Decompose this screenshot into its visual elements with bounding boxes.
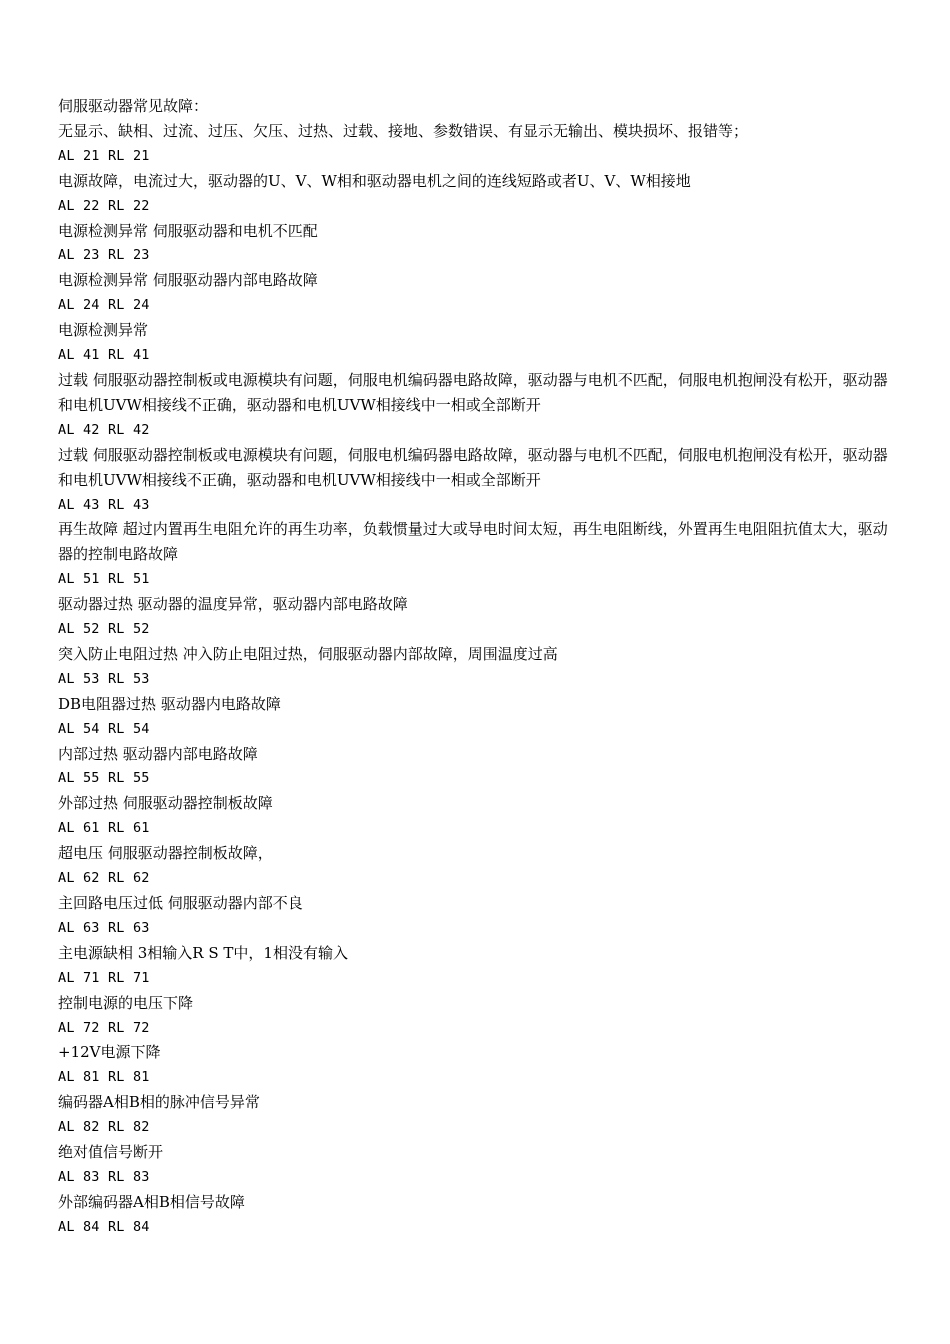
fault-description: +12V电源下降 — [58, 1043, 161, 1062]
fault-description: 主回路电压过低 伺服驱动器内部不良 — [58, 894, 303, 912]
fault-code: AL 63 RL 63 — [58, 919, 150, 936]
fault-description: 电源检测异常 伺服驱动器和电机不匹配 — [58, 221, 318, 240]
fault-description: 电源检测异常 — [58, 321, 149, 340]
fault-description: 控制电源的电压下降 — [58, 993, 194, 1012]
fault-code: AL 24 RL 24 — [58, 297, 150, 314]
document-body — [58, 94, 900, 1240]
fault-code: AL 72 RL 72 — [58, 1019, 150, 1036]
fault-description: 过载 伺服驱动器控制板或电源模块有问题，伺服电机编码器电路故障，驱动器与电机不匹配，伺服电机抱闸没有松开，驱动器和电机UVW相接线不正确，驱动器和电机UVW相接线中一相或全部断开 — [58, 445, 888, 489]
document-title: 伺服驱动器常见故障： — [58, 97, 209, 115]
document-summary: 无显示、缺相、过流、过压、欠压、过热、过载、接地、参数错误、有显示无输出、模块损坏、报错等； — [58, 121, 749, 140]
fault-code: AL 43 RL 43 — [58, 496, 150, 513]
fault-code: AL 52 RL 52 — [58, 621, 150, 638]
fault-description: 再生故障 超过内置再生电阻允许的再生功率，负载惯量过大或导电时间太短，再生电阻断线，外置再生电阻阻抗值太大，驱动器的控制电路故障 — [58, 520, 888, 564]
fault-code: AL 71 RL 71 — [58, 969, 150, 986]
fault-code: AL 54 RL 54 — [58, 720, 150, 737]
fault-code: AL 84 RL 84 — [58, 1218, 150, 1235]
fault-description: DB电阻器过热 驱动器内电路故障 — [58, 694, 281, 713]
fault-description: 内部过热 驱动器内部电路故障 — [58, 744, 258, 763]
fault-code: AL 21 RL 21 — [58, 147, 150, 164]
fault-code: AL 82 RL 82 — [58, 1119, 150, 1136]
fault-code: AL 41 RL 41 — [58, 347, 150, 364]
fault-code: AL 55 RL 55 — [58, 770, 150, 787]
fault-code: AL 22 RL 22 — [58, 197, 150, 214]
fault-description: 电源故障，电流过大，驱动器的U、V、W相和驱动器电机之间的连线短路或者U、V、W相接地 — [58, 171, 691, 190]
fault-description: 主电源缺相 3相输入R S T中，1相没有输入 — [58, 943, 348, 962]
fault-code: AL 61 RL 61 — [58, 820, 150, 837]
fault-code: AL 51 RL 51 — [58, 571, 150, 588]
fault-description: 电源检测异常 伺服驱动器内部电路故障 — [58, 271, 318, 290]
fault-description: 突入防止电阻过热 冲入防止电阻过热，伺服驱动器内部故障，周围温度过高 — [58, 644, 558, 663]
fault-description: 超电压 伺服驱动器控制板故障， — [58, 844, 273, 863]
fault-list — [58, 144, 900, 1240]
fault-description: 绝对值信号断开 — [58, 1143, 164, 1162]
fault-code: AL 62 RL 62 — [58, 870, 150, 887]
fault-description: 编码器A相B相的脉冲信号异常 — [58, 1093, 260, 1112]
fault-code: AL 53 RL 53 — [58, 670, 150, 687]
fault-description: 驱动器过热 驱动器的温度异常，驱动器内部电路故障 — [58, 595, 408, 614]
fault-code: AL 23 RL 23 — [58, 247, 150, 264]
fault-code: AL 81 RL 81 — [58, 1069, 150, 1086]
fault-description: 过载 伺服驱动器控制板或电源模块有问题，伺服电机编码器电路故障，驱动器与电机不匹配，伺服电机抱闸没有松开，驱动器和电机UVW相接线不正确，驱动器和电机UVW相接线中一相或全部断开 — [58, 370, 888, 414]
fault-code: AL 42 RL 42 — [58, 421, 150, 438]
fault-code: AL 83 RL 83 — [58, 1168, 150, 1185]
fault-description: 外部编码器A相B相信号故障 — [58, 1192, 245, 1211]
fault-description: 外部过热 伺服驱动器控制板故障 — [58, 794, 273, 813]
